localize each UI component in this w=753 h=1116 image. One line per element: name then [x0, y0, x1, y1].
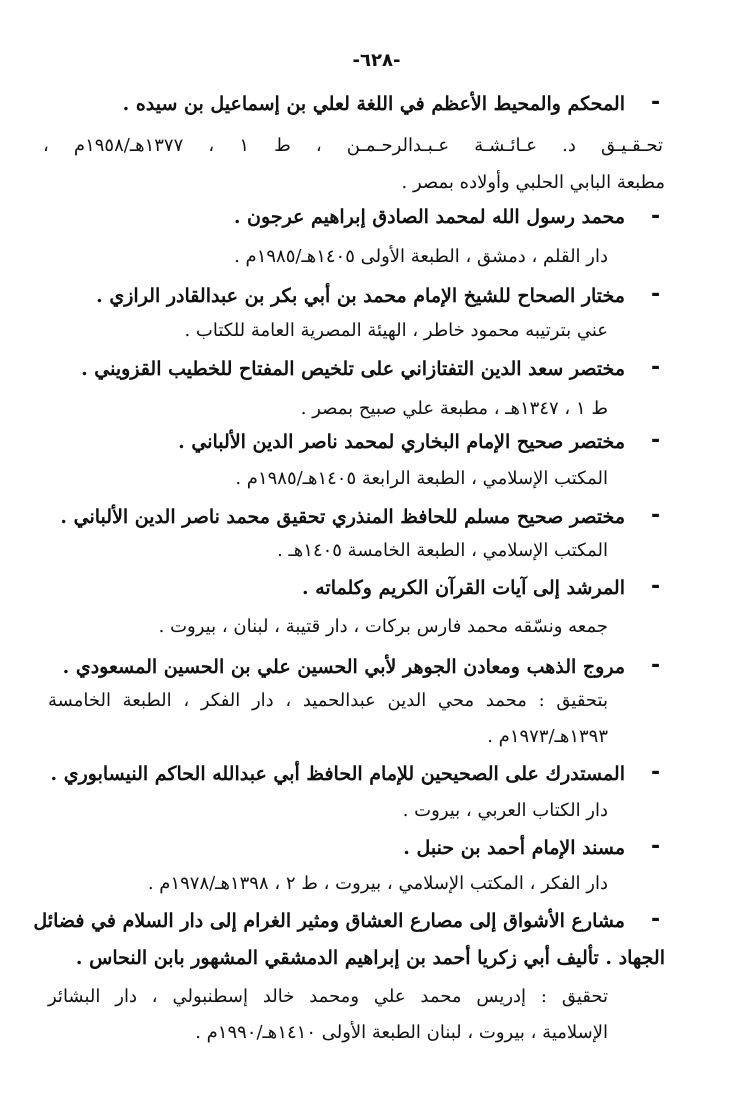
entry-dash: - [651, 282, 661, 307]
entry-dash: - [651, 355, 661, 380]
entry-dash: - [651, 653, 661, 678]
entry-dash: - [651, 428, 661, 453]
entry-title: المحكم والمحيط الأعظم في اللغة لعلي بن إسماعيل بن سيده . [122, 93, 625, 115]
entry-title: مشارع الأشواق إلى مصارع العشاق ومثير الغرام إلى دار السلام في فضائل [33, 910, 625, 932]
entry-title-continued: الجهاد . تأليف أبي زكريا أحمد بن إبراهيم الدمشقي المشهور بابن النحاس . [75, 947, 665, 969]
entry-dash: - [651, 204, 661, 229]
entry-detail: تحقيق : إدريس محمد علي ومحمد خالد إسطنبولي ، دار البشائر [48, 986, 608, 1007]
entry-detail: ١٣٩٣هـ/١٩٧٣م . [487, 726, 608, 747]
entry-detail: بتحقيق : محمد محي الدين عبدالحميد ، دار الفكر ، الطبعة الخامسة [48, 690, 608, 711]
entry-title: مروج الذهب ومعادن الجوهر لأبي الحسين علي بن الحسين المسعودي . [62, 656, 625, 678]
entry-detail: دار القلم ، دمشق ، الطبعة الأولى ١٤٠٥هـ/١٩٨٥م . [234, 246, 608, 267]
entry-detail: جمعه ونسّقه محمد فارس بركات ، دار قتيبة ، لبنان ، بيروت . [158, 616, 608, 637]
entry-detail: دار الفكر ، المكتب الإسلامي ، بيروت ، ط ٢ ، ١٣٩٨هـ/١٩٧٨م . [147, 873, 608, 894]
entry-title: مختار الصحاح للشيخ الإمام محمد بن أبي بكر بن عبدالقادر الرازي . [96, 285, 625, 307]
entry-dash: - [651, 503, 661, 528]
entry-detail: دار الكتاب العربي ، بيروت . [402, 800, 608, 821]
entry-detail: المكتب الإسلامي ، الطبعة الخامسة ١٤٠٥هـ . [277, 540, 608, 561]
entry-dash: - [651, 834, 661, 859]
entry-dash: - [651, 90, 661, 115]
entry-detail: تحـقـيـق د. عـائـشـة عـبـدالرحـمـن ، ط ١ ، ١٣٧٧هـ/١٩٥٨م ، [43, 135, 663, 156]
entry-dash: - [651, 574, 661, 599]
entry-dash: - [651, 760, 661, 785]
entry-detail: عني بترتيبه محمود خاطر ، الهيئة المصرية العامة للكتاب . [184, 320, 608, 341]
entry-title: المستدرك على الصحيحين للإمام الحافظ أبي عبدالله الحاكم النيسابوري . [50, 763, 625, 785]
entry-title: محمد رسول الله لمحمد الصادق إبراهيم عرجون . [233, 206, 625, 228]
entry-title: مختصر صحيح مسلم للحافظ المنذري تحقيق محمد ناصر الدين الألباني . [60, 506, 625, 528]
entry-title: المرشد إلى آيات القرآن الكريم وكلماته . [301, 577, 625, 599]
entry-detail: الإسلامية ، بيروت ، لبنان الطبعة الأولى ١٤١٠هـ/١٩٩٠م . [195, 1022, 608, 1043]
entry-title: مختصر سعد الدين التفتازاني على تلخيص المفتاح للخطيب القزويني . [81, 358, 625, 380]
entry-detail: مطبعة البابي الحلبي وأولاده بمصر . [401, 172, 665, 193]
page-number: -٦٢٨- [352, 50, 401, 71]
entry-dash: - [651, 907, 661, 932]
entry-detail: ط ١ ، ١٣٤٧هـ ، مطبعة علي صبيح بمصر . [300, 398, 608, 419]
entry-title: مسند الإمام أحمد بن حنبل . [403, 837, 625, 859]
entry-detail: المكتب الإسلامي ، الطبعة الرابعة ١٤٠٥هـ/١٩٨٥م . [235, 468, 608, 489]
entry-title: مختصر صحيح الإمام البخاري لمحمد ناصر الدين الألباني . [178, 431, 625, 453]
